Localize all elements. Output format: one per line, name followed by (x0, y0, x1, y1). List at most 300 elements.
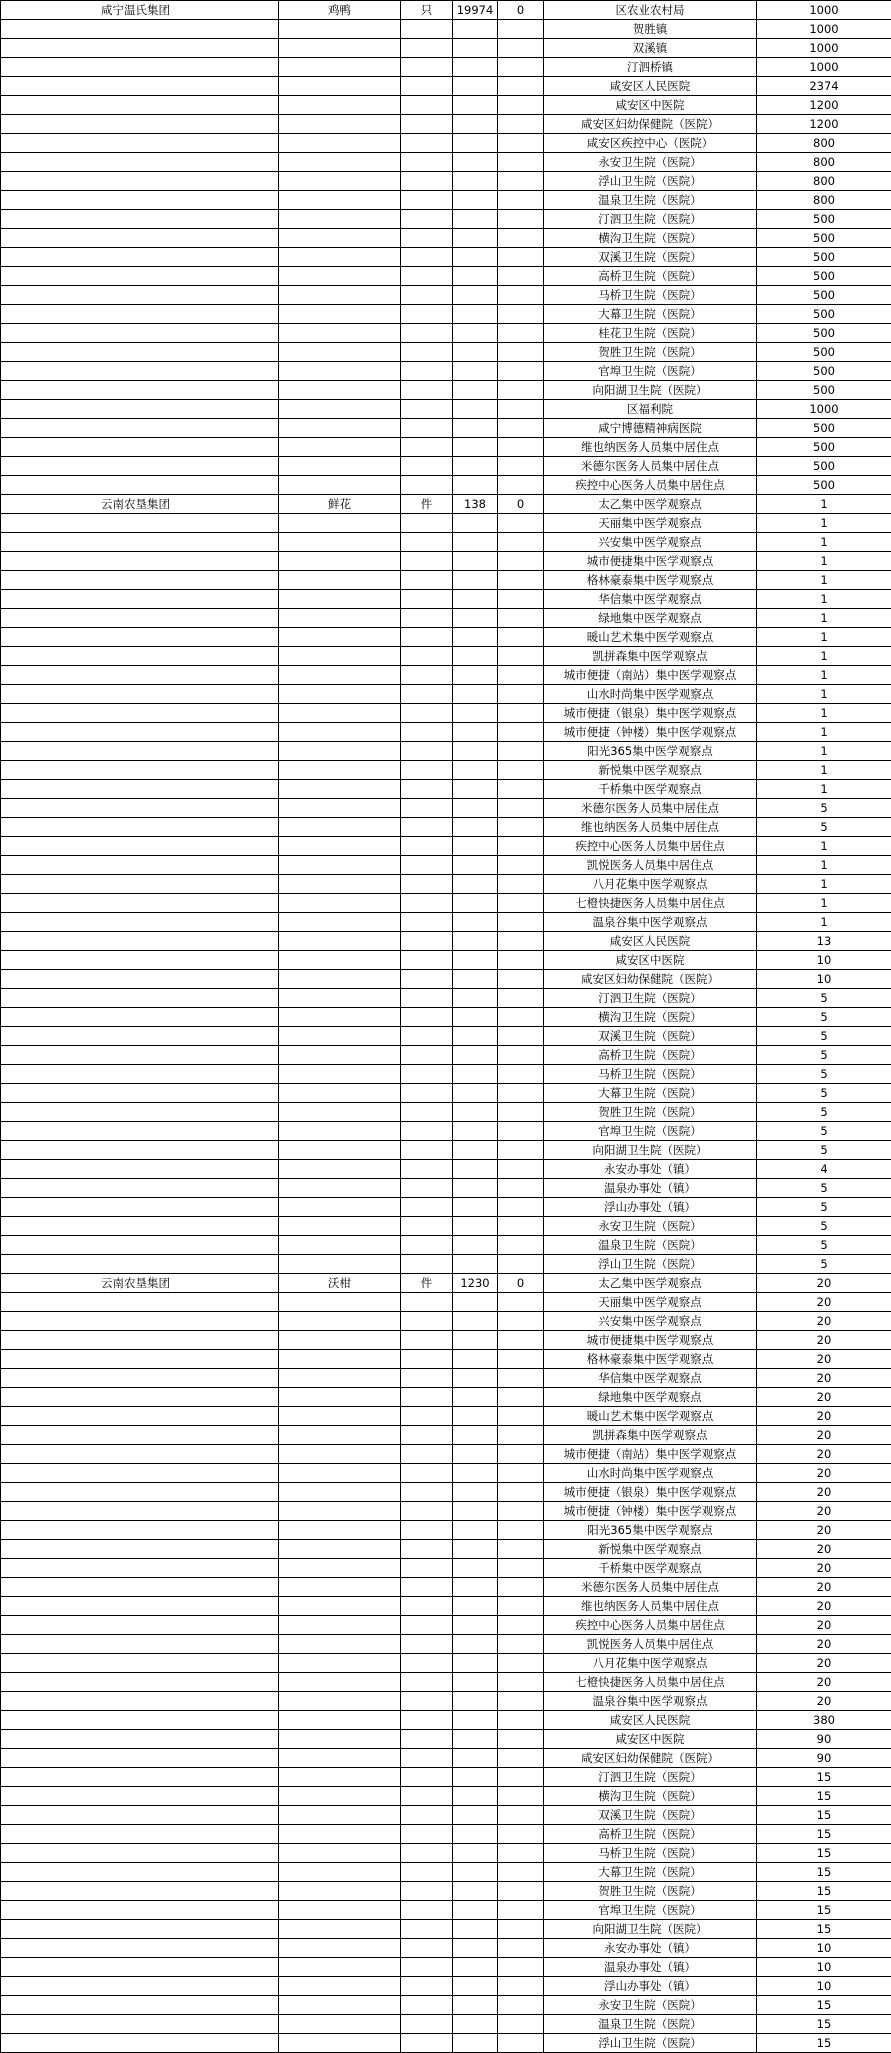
amount-cell: 15 (757, 1825, 891, 1844)
extra-cell (498, 647, 544, 666)
donor-cell (1, 571, 279, 590)
donor-cell (1, 742, 279, 761)
donor-cell: 云南农垦集团 (1, 1274, 279, 1293)
table-row (1, 799, 891, 818)
extra-cell (498, 1046, 544, 1065)
amount-cell: 20 (757, 1388, 891, 1407)
item-cell (279, 172, 401, 191)
item-cell (279, 1521, 401, 1540)
donor-cell (1, 685, 279, 704)
amount-cell: 20 (757, 1445, 891, 1464)
table-row (1, 1464, 891, 1483)
unit-cell (401, 1806, 453, 1825)
table-row (1, 1293, 891, 1312)
item-cell (279, 1008, 401, 1027)
amount-cell: 1 (757, 571, 891, 590)
table-row (1, 1255, 891, 1274)
donor-cell (1, 1977, 279, 1996)
extra-cell (498, 1236, 544, 1255)
amount-cell: 15 (757, 2034, 891, 2053)
recipient-cell: 贺胜卫生院（医院） (544, 1882, 757, 1901)
extra-cell: 0 (498, 1274, 544, 1293)
quantity-cell (453, 1255, 498, 1274)
amount-cell: 20 (757, 1559, 891, 1578)
recipient-cell: 维也纳医务人员集中居住点 (544, 438, 757, 457)
amount-cell: 20 (757, 1597, 891, 1616)
donor-cell (1, 419, 279, 438)
table-row (1, 438, 891, 457)
item-cell (279, 875, 401, 894)
unit-cell (401, 324, 453, 343)
table-row (1, 1388, 891, 1407)
table-row (1, 1312, 891, 1331)
quantity-cell (453, 1426, 498, 1445)
item-cell (279, 552, 401, 571)
extra-cell (498, 1540, 544, 1559)
amount-cell: 5 (757, 1198, 891, 1217)
extra-cell (498, 1958, 544, 1977)
extra-cell (498, 989, 544, 1008)
amount-cell: 20 (757, 1274, 891, 1293)
table-row (1, 495, 891, 514)
extra-cell (498, 1217, 544, 1236)
donor-cell (1, 229, 279, 248)
recipient-cell: 浮山办事处（镇） (544, 1977, 757, 1996)
extra-cell (498, 514, 544, 533)
unit-cell (401, 666, 453, 685)
extra-cell (498, 1616, 544, 1635)
quantity-cell (453, 229, 498, 248)
extra-cell (498, 1977, 544, 1996)
unit-cell (401, 1844, 453, 1863)
table-row (1, 1407, 891, 1426)
recipient-cell: 马桥卫生院（医院） (544, 1065, 757, 1084)
table-row (1, 305, 891, 324)
unit-cell (401, 1236, 453, 1255)
quantity-cell (453, 1312, 498, 1331)
extra-cell (498, 1749, 544, 1768)
extra-cell (498, 58, 544, 77)
donor-cell (1, 609, 279, 628)
unit-cell (401, 1787, 453, 1806)
amount-cell: 1 (757, 552, 891, 571)
donor-cell (1, 723, 279, 742)
recipient-cell: 横沟卫生院（医院） (544, 1787, 757, 1806)
amount-cell: 15 (757, 2015, 891, 2034)
recipient-cell: 温泉卫生院（医院） (544, 1236, 757, 1255)
donor-cell (1, 324, 279, 343)
donor-cell (1, 970, 279, 989)
quantity-cell (453, 1483, 498, 1502)
donor-cell (1, 1065, 279, 1084)
amount-cell: 500 (757, 286, 891, 305)
amount-cell: 2374 (757, 77, 891, 96)
unit-cell (401, 1331, 453, 1350)
amount-cell: 20 (757, 1654, 891, 1673)
quantity-cell (453, 951, 498, 970)
unit-cell (401, 1521, 453, 1540)
table-row (1, 2015, 891, 2034)
item-cell (279, 343, 401, 362)
unit-cell (401, 1464, 453, 1483)
amount-cell: 500 (757, 419, 891, 438)
extra-cell (498, 913, 544, 932)
recipient-cell: 兴安集中医学观察点 (544, 1312, 757, 1331)
recipient-cell: 新悦集中医学观察点 (544, 1540, 757, 1559)
donor-cell (1, 1046, 279, 1065)
quantity-cell (453, 1559, 498, 1578)
item-cell (279, 1198, 401, 1217)
unit-cell (401, 1293, 453, 1312)
amount-cell: 5 (757, 989, 891, 1008)
amount-cell: 15 (757, 1768, 891, 1787)
item-cell (279, 1768, 401, 1787)
unit-cell (401, 286, 453, 305)
amount-cell: 500 (757, 381, 891, 400)
donor-cell (1, 438, 279, 457)
quantity-cell (453, 1787, 498, 1806)
recipient-cell: 官埠卫生院（医院） (544, 1901, 757, 1920)
quantity-cell (453, 837, 498, 856)
table-row (1, 2034, 891, 2053)
extra-cell (498, 248, 544, 267)
table-row (1, 533, 891, 552)
unit-cell (401, 400, 453, 419)
extra-cell (498, 324, 544, 343)
item-cell (279, 153, 401, 172)
table-row (1, 666, 891, 685)
donor-cell (1, 704, 279, 723)
donor-cell: 云南农垦集团 (1, 495, 279, 514)
amount-cell: 15 (757, 1806, 891, 1825)
item-cell (279, 609, 401, 628)
extra-cell (498, 1350, 544, 1369)
item-cell (279, 837, 401, 856)
amount-cell: 5 (757, 1103, 891, 1122)
unit-cell (401, 1198, 453, 1217)
amount-cell: 500 (757, 457, 891, 476)
donor-cell (1, 1369, 279, 1388)
amount-cell: 800 (757, 172, 891, 191)
extra-cell (498, 552, 544, 571)
unit-cell (401, 39, 453, 58)
unit-cell (401, 1502, 453, 1521)
amount-cell: 1 (757, 875, 891, 894)
item-cell (279, 134, 401, 153)
table-row (1, 1160, 891, 1179)
donor-cell (1, 1293, 279, 1312)
donor-cell (1, 913, 279, 932)
unit-cell (401, 628, 453, 647)
quantity-cell (453, 1198, 498, 1217)
amount-cell: 1 (757, 685, 891, 704)
item-cell (279, 799, 401, 818)
donor-cell (1, 1388, 279, 1407)
table-row (1, 1635, 891, 1654)
quantity-cell (453, 20, 498, 39)
donor-cell (1, 628, 279, 647)
unit-cell (401, 191, 453, 210)
unit-cell (401, 799, 453, 818)
donor-cell (1, 2034, 279, 2053)
unit-cell (401, 96, 453, 115)
unit-cell (401, 1863, 453, 1882)
table-row (1, 571, 891, 590)
extra-cell (498, 1521, 544, 1540)
table-row (1, 647, 891, 666)
item-cell (279, 514, 401, 533)
amount-cell: 1 (757, 628, 891, 647)
donor-cell (1, 818, 279, 837)
table-row (1, 1236, 891, 1255)
donor-cell (1, 77, 279, 96)
recipient-cell: 咸安区中医院 (544, 96, 757, 115)
recipient-cell: 米德尔医务人员集中居住点 (544, 799, 757, 818)
quantity-cell (453, 1882, 498, 1901)
recipient-cell: 疾控中心医务人员集中居住点 (544, 476, 757, 495)
extra-cell (498, 419, 544, 438)
item-cell (279, 1787, 401, 1806)
recipient-cell: 浮山卫生院（医院） (544, 172, 757, 191)
donor-cell (1, 1863, 279, 1882)
recipient-cell: 城市便捷（南站）集中医学观察点 (544, 1445, 757, 1464)
unit-cell (401, 1996, 453, 2015)
extra-cell (498, 1426, 544, 1445)
extra-cell (498, 2015, 544, 2034)
amount-cell: 1000 (757, 39, 891, 58)
extra-cell (498, 476, 544, 495)
unit-cell (401, 381, 453, 400)
amount-cell: 800 (757, 134, 891, 153)
unit-cell (401, 1255, 453, 1274)
extra-cell (498, 77, 544, 96)
donor-cell (1, 1768, 279, 1787)
amount-cell: 90 (757, 1730, 891, 1749)
unit-cell (401, 1559, 453, 1578)
item-cell (279, 1825, 401, 1844)
item-cell (279, 286, 401, 305)
unit-cell (401, 1825, 453, 1844)
item-cell (279, 856, 401, 875)
quantity-cell (453, 590, 498, 609)
unit-cell (401, 419, 453, 438)
donor-cell (1, 761, 279, 780)
donor-cell (1, 951, 279, 970)
amount-cell: 20 (757, 1464, 891, 1483)
quantity-cell (453, 1027, 498, 1046)
recipient-cell: 维也纳医务人员集中居住点 (544, 818, 757, 837)
recipient-cell: 米德尔医务人员集中居住点 (544, 457, 757, 476)
amount-cell: 5 (757, 1217, 891, 1236)
table-row (1, 1350, 891, 1369)
recipient-cell: 大幕卫生院（医院） (544, 1863, 757, 1882)
extra-cell (498, 666, 544, 685)
unit-cell (401, 1369, 453, 1388)
recipient-cell: 太乙集中医学观察点 (544, 495, 757, 514)
amount-cell: 20 (757, 1578, 891, 1597)
recipient-cell: 八月花集中医学观察点 (544, 1654, 757, 1673)
donor-cell (1, 1521, 279, 1540)
item-cell (279, 1578, 401, 1597)
item-cell (279, 666, 401, 685)
donor-cell (1, 590, 279, 609)
extra-cell (498, 1825, 544, 1844)
unit-cell (401, 1768, 453, 1787)
quantity-cell (453, 1521, 498, 1540)
amount-cell: 500 (757, 229, 891, 248)
item-cell (279, 590, 401, 609)
table-row (1, 1540, 891, 1559)
unit-cell (401, 590, 453, 609)
quantity-cell (453, 1179, 498, 1198)
amount-cell: 1 (757, 742, 891, 761)
extra-cell (498, 951, 544, 970)
amount-cell: 1000 (757, 58, 891, 77)
extra-cell (498, 1369, 544, 1388)
table-row (1, 1692, 891, 1711)
quantity-cell (453, 1445, 498, 1464)
unit-cell (401, 1350, 453, 1369)
recipient-cell: 暖山艺术集中医学观察点 (544, 1407, 757, 1426)
donor-cell: 咸宁温氏集团 (1, 1, 279, 20)
donor-cell (1, 1312, 279, 1331)
unit-cell (401, 1882, 453, 1901)
extra-cell (498, 1008, 544, 1027)
amount-cell: 1200 (757, 96, 891, 115)
unit-cell (401, 571, 453, 590)
donor-cell (1, 894, 279, 913)
unit-cell (401, 1445, 453, 1464)
unit-cell (401, 970, 453, 989)
amount-cell: 20 (757, 1369, 891, 1388)
donor-cell (1, 191, 279, 210)
recipient-cell: 七橙快捷医务人员集中居住点 (544, 1673, 757, 1692)
quantity-cell (453, 400, 498, 419)
amount-cell: 20 (757, 1350, 891, 1369)
table-row (1, 134, 891, 153)
quantity-cell (453, 1464, 498, 1483)
recipient-cell: 格林豪泰集中医学观察点 (544, 1350, 757, 1369)
recipient-cell: 城市便捷（银泉）集中医学观察点 (544, 1483, 757, 1502)
donor-cell (1, 20, 279, 39)
item-cell (279, 1711, 401, 1730)
donor-cell (1, 1008, 279, 1027)
unit-cell (401, 457, 453, 476)
quantity-cell (453, 723, 498, 742)
unit-cell (401, 172, 453, 191)
quantity-cell (453, 58, 498, 77)
table-row (1, 20, 891, 39)
extra-cell (498, 1084, 544, 1103)
table-row (1, 1027, 891, 1046)
quantity-cell (453, 1711, 498, 1730)
donor-cell (1, 989, 279, 1008)
item-cell (279, 1654, 401, 1673)
quantity-cell (453, 685, 498, 704)
recipient-cell: 永安办事处（镇） (544, 1160, 757, 1179)
donor-cell (1, 1692, 279, 1711)
extra-cell (498, 533, 544, 552)
amount-cell: 20 (757, 1673, 891, 1692)
extra-cell (498, 1730, 544, 1749)
table-row (1, 1369, 891, 1388)
extra-cell (498, 1388, 544, 1407)
extra-cell (498, 1844, 544, 1863)
recipient-cell: 桂花卫生院（医院） (544, 324, 757, 343)
table-row (1, 1426, 891, 1445)
amount-cell: 500 (757, 438, 891, 457)
amount-cell: 20 (757, 1616, 891, 1635)
item-cell (279, 1046, 401, 1065)
unit-cell (401, 932, 453, 951)
unit-cell (401, 153, 453, 172)
donor-cell (1, 1084, 279, 1103)
amount-cell: 1 (757, 647, 891, 666)
extra-cell (498, 96, 544, 115)
recipient-cell: 永安卫生院（医院） (544, 153, 757, 172)
recipient-cell: 大幕卫生院（医院） (544, 305, 757, 324)
table-row (1, 1597, 891, 1616)
extra-cell (498, 1141, 544, 1160)
recipient-cell: 阳光365集中医学观察点 (544, 742, 757, 761)
quantity-cell (453, 1217, 498, 1236)
extra-cell (498, 761, 544, 780)
item-cell (279, 894, 401, 913)
extra-cell (498, 970, 544, 989)
quantity-cell (453, 1578, 498, 1597)
donor-cell (1, 115, 279, 134)
amount-cell: 15 (757, 1996, 891, 2015)
quantity-cell (453, 799, 498, 818)
table-row (1, 286, 891, 305)
amount-cell: 15 (757, 1901, 891, 1920)
table-row (1, 913, 891, 932)
recipient-cell: 疾控中心医务人员集中居住点 (544, 837, 757, 856)
quantity-cell (453, 856, 498, 875)
recipient-cell: 温泉办事处（镇） (544, 1958, 757, 1977)
recipient-cell: 凯悦医务人员集中居住点 (544, 856, 757, 875)
recipient-cell: 双溪卫生院（医院） (544, 1806, 757, 1825)
table-row (1, 96, 891, 115)
table-row (1, 1084, 891, 1103)
extra-cell (498, 571, 544, 590)
quantity-cell (453, 457, 498, 476)
quantity-cell (453, 267, 498, 286)
item-cell (279, 533, 401, 552)
quantity-cell (453, 1844, 498, 1863)
amount-cell: 10 (757, 970, 891, 989)
quantity-cell (453, 324, 498, 343)
item-cell (279, 1483, 401, 1502)
donor-cell (1, 362, 279, 381)
donor-cell (1, 172, 279, 191)
table-row (1, 457, 891, 476)
donor-cell (1, 476, 279, 495)
quantity-cell (453, 1502, 498, 1521)
unit-cell (401, 704, 453, 723)
item-cell (279, 210, 401, 229)
recipient-cell: 浮山办事处（镇） (544, 1198, 757, 1217)
item-cell (279, 951, 401, 970)
item-cell (279, 77, 401, 96)
table-row (1, 400, 891, 419)
quantity-cell (453, 1635, 498, 1654)
unit-cell (401, 1008, 453, 1027)
recipient-cell: 咸安区妇幼保健院（医院） (544, 1749, 757, 1768)
unit-cell (401, 343, 453, 362)
item-cell (279, 1863, 401, 1882)
donor-cell (1, 1331, 279, 1350)
